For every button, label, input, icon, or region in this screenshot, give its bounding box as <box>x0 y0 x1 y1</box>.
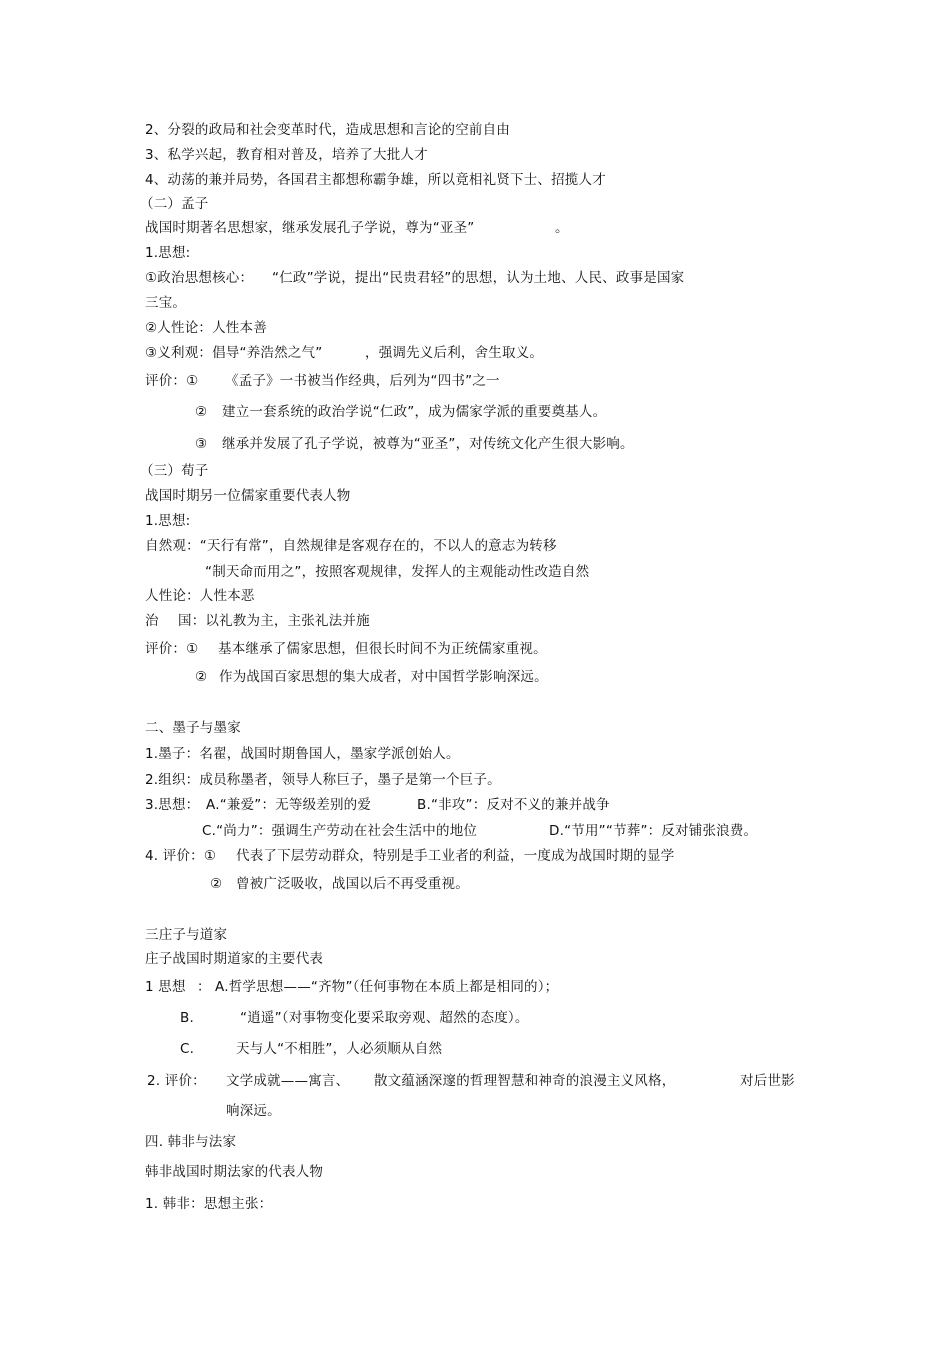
text-line: 1. 韩非：思想主张： <box>145 1196 273 1212</box>
text-line: 响深远。 <box>226 1103 281 1119</box>
list-marker: C. <box>180 1041 195 1057</box>
text-line: D.“节用”“节葬”：反对铺张浪费。 <box>549 823 758 839</box>
text-line: 代表了下层劳动群众，特别是手工业者的利益，一度成为战国时期的显学 <box>236 848 675 864</box>
text-line: 3.思想： <box>145 797 200 813</box>
text-line: 2. 评价： <box>147 1073 206 1089</box>
list-marker: ③ <box>195 436 208 452</box>
text-line: 4. 评价：① <box>145 848 217 864</box>
text-line: A.哲学思想——“齐物”（任何事物在本质上都是相同的）； <box>215 979 559 995</box>
text-line: 继承并发展了孔子学说，被尊为“亚圣”，对传统文化产生很大影响。 <box>222 436 634 452</box>
text-fragment: 对后世影 <box>740 1073 795 1089</box>
text-line: “仁政”学说，提出“民贵君轻”的思想，认为土地、人民、政事是国家 <box>272 270 685 286</box>
text-line: “逍遥”（对事物变化要采取旁观、超然的态度）。 <box>240 1010 529 1026</box>
text-line: 2、分裂的政局和社会变革时代，造成思想和言论的空前自由 <box>145 122 510 138</box>
list-marker: B. <box>180 1010 194 1026</box>
text-line: 战国时期著名思想家，继承发展孔子学说，尊为“亚圣” <box>145 220 475 236</box>
section-heading: （二）孟子 <box>140 196 209 212</box>
text-line: 1.思想: <box>145 513 191 529</box>
text-line: 4、动荡的兼并局势，各国君主都想称霸争雄，所以竟相礼贤下士、招揽人才 <box>145 172 606 188</box>
section-heading: 四. 韩非与法家 <box>145 1134 237 1150</box>
text-line: 3、私学兴起，教育相对普及，培养了大批人才 <box>145 147 428 163</box>
text-line: 评价：① <box>145 641 199 657</box>
text-line: 评价：① <box>145 373 199 389</box>
text-line: 基本继承了儒家思想，但很长时间不为正统儒家重视。 <box>218 641 547 657</box>
text-line: 2.组织：成员称墨者，领导人称巨子，墨子是第一个巨子。 <box>145 772 501 788</box>
section-heading: 三庄子与道家 <box>145 927 228 943</box>
text-fragment: 。 <box>555 220 569 236</box>
text-line: C.“尚力”：强调生产劳动在社会生活中的地位 <box>202 823 478 839</box>
list-marker: ② <box>195 404 208 420</box>
text-line: 战国时期另一位儒家重要代表人物 <box>145 488 351 504</box>
text-line: 《孟子》一书被当作经典，后列为“四书”之一 <box>225 373 500 389</box>
text-line: 散文蕴涵深邃的哲理智慧和神奇的浪漫主义风格， <box>374 1073 676 1089</box>
text-line: 韩非战国时期法家的代表人物 <box>145 1164 324 1180</box>
text-fragment: 治 <box>145 613 159 629</box>
text-line: ②人性论：人性本善 <box>145 320 267 336</box>
text-line: ①政治思想核心： <box>145 270 254 286</box>
text-fragment: ，强调先义后利，舍生取义。 <box>365 345 544 361</box>
text-line: 建立一套系统的政治学说“仁政”，成为儒家学派的重要奠基人。 <box>222 404 607 420</box>
list-marker: ② <box>195 669 208 685</box>
text-line: 三宝。 <box>145 295 187 311</box>
text-line: 国：以礼教为主，主张礼法并施 <box>178 613 370 629</box>
text-line: 1.思想: <box>145 245 191 261</box>
text-line: 人性论：人性本恶 <box>145 588 255 604</box>
text-fragment: ： <box>197 979 211 995</box>
text-line: 曾被广泛吸收，战国以后不再受重视。 <box>236 876 469 892</box>
text-line: A.“兼爱”：无等级差别的爱 <box>206 797 372 813</box>
text-line: 文学成就——寓言、 <box>226 1073 350 1089</box>
text-line: 天与人“不相胜”，人必须顺从自然 <box>236 1041 443 1057</box>
text-line: B.“非攻”：反对不义的兼并战争 <box>417 797 610 813</box>
text-line: “制天命而用之”，按照客观规律，发挥人的主观能动性改造自然 <box>205 564 590 580</box>
text-line: 作为战国百家思想的集大成者，对中国哲学影响深远。 <box>219 669 548 685</box>
section-heading: （三）荀子 <box>140 463 209 479</box>
section-heading: 二、墨子与墨家 <box>145 720 241 736</box>
text-line: 庄子战国时期道家的主要代表 <box>145 951 324 967</box>
text-fragment: 1 思想 <box>145 979 186 995</box>
text-line: 1.墨子：名翟，战国时期鲁国人，墨家学派创始人。 <box>145 746 460 762</box>
list-marker: ② <box>210 876 223 892</box>
text-line: ③义利观：倡导“养浩然之气” <box>145 345 323 361</box>
text-line: 自然观：“天行有常”，自然规律是客观存在的，不以人的意志为转移 <box>145 538 557 554</box>
